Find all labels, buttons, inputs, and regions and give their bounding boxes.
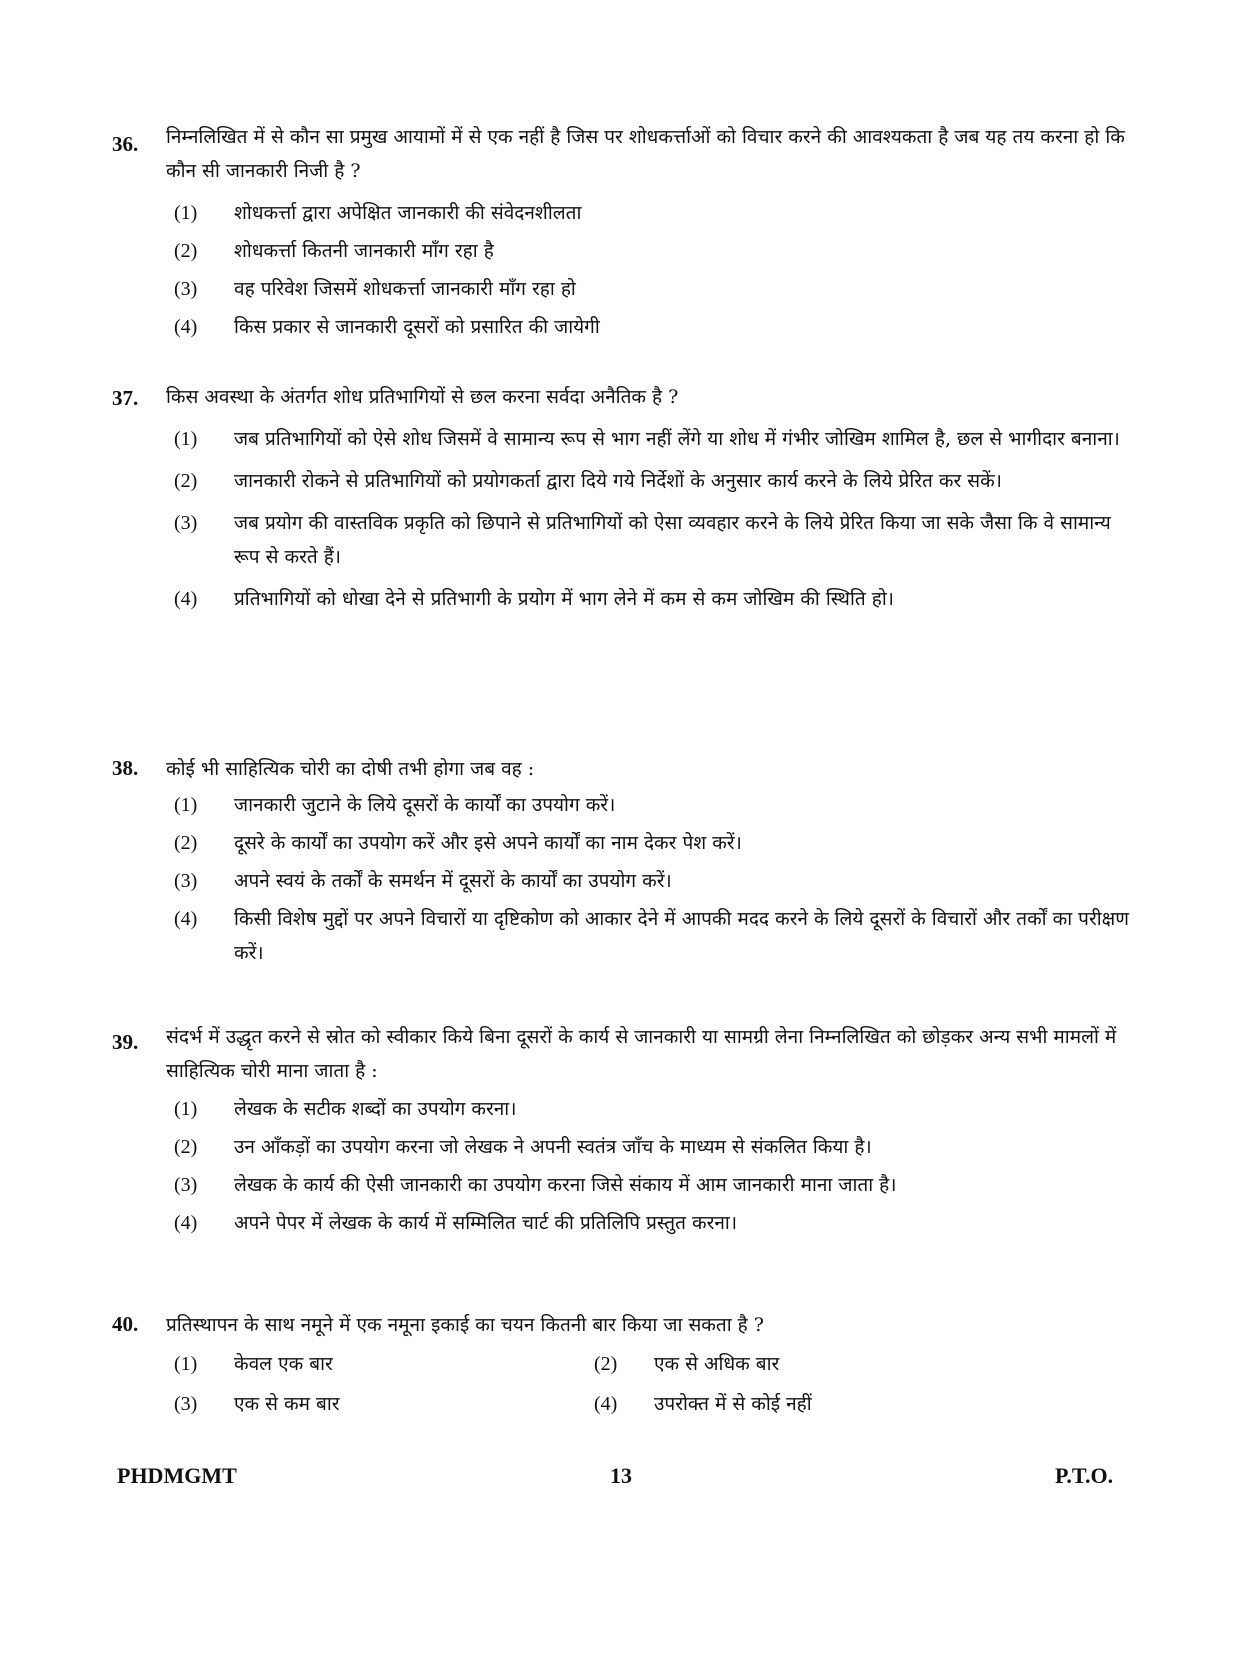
option-text: शोधकर्त्ता कितनी जानकारी माँग रहा है bbox=[234, 240, 494, 262]
question-text: निम्नलिखित में से कौन सा प्रमुख आयामों में से एक नहीं है जिस पर शोधकर्त्ताओं को विचार करने की आवश्यकता है जब यह तय करना हो कि कौन सी जानकारी निजी है ? bbox=[166, 126, 1125, 182]
option-number: (2) bbox=[174, 832, 198, 854]
option-text: जब प्रयोग की वास्तविक प्रकृति को छिपाने से प्रतिभागियों को ऐसा व्यवहार करने के लिये प्रेरित किया जा सके जैसा कि वे सामान्य रूप से करते हैं। bbox=[234, 512, 1111, 568]
option-text: वह परिवेश जिसमें शोधकर्त्ता जानकारी माँग रहा हो bbox=[234, 278, 576, 300]
question-number: 38. bbox=[112, 756, 139, 780]
option-row-2 bbox=[174, 1384, 1132, 1424]
question-number: 39. bbox=[112, 1030, 139, 1054]
option-text: एक से अधिक बार bbox=[654, 1353, 780, 1375]
option-2 bbox=[594, 1344, 1014, 1384]
option-number: (4) bbox=[594, 1393, 618, 1415]
option-1 bbox=[174, 1344, 594, 1384]
option-1 bbox=[174, 422, 1132, 456]
option-number: (3) bbox=[174, 1393, 198, 1415]
option-number: (4) bbox=[174, 316, 198, 338]
paper-code: PHDMGMT bbox=[117, 1463, 237, 1488]
option-text: एक से कम बार bbox=[234, 1393, 340, 1415]
option-3 bbox=[174, 864, 1132, 898]
question-text: कोई भी साहित्यिक चोरी का दोषी तभी होगा जब वह : bbox=[166, 758, 535, 780]
option-1 bbox=[174, 788, 1132, 822]
option-text: जानकारी जुटाने के लिये दूसरों के कार्यों का उपयोग करें। bbox=[234, 794, 616, 816]
option-2 bbox=[174, 826, 1132, 860]
option-text: किस प्रकार से जानकारी दूसरों को प्रसारित की जायेगी bbox=[234, 316, 600, 338]
option-2 bbox=[174, 234, 1132, 268]
option-text: अपने स्वयं के तर्कों के समर्थन में दूसरों के कार्यों का उपयोग करें। bbox=[234, 870, 672, 892]
option-number: (2) bbox=[594, 1353, 618, 1375]
question-text: किस अवस्था के अंतर्गत शोध प्रतिभागियों से छल करना सर्वदा अनैतिक है ? bbox=[166, 386, 679, 408]
option-row-1 bbox=[174, 1344, 1132, 1384]
option-4 bbox=[174, 582, 1132, 616]
option-number: (4) bbox=[174, 908, 198, 930]
option-text: किसी विशेष मुद्दों पर अपने विचारों या दृष्टिकोण को आकार देने में आपकी मदद करने के लिये दूसरों के विचारों और तर्कों का परीक्षण करें। bbox=[234, 908, 1130, 964]
option-number: (3) bbox=[174, 512, 198, 534]
option-number: (1) bbox=[174, 428, 198, 450]
question-36 bbox=[112, 120, 1132, 344]
question-37 bbox=[112, 380, 1132, 616]
question-text: संदर्भ में उद्धृत करने से स्रोत को स्वीकार किये बिना दूसरों के कार्य से जानकारी या सामग्री लेना निम्नलिखित को छोड़कर अन्य सभी मामलों में साहित्यिक चोरी माना जाता है : bbox=[166, 1026, 1117, 1082]
option-4 bbox=[594, 1384, 1014, 1424]
option-3 bbox=[174, 272, 1132, 306]
option-text: जानकारी रोकने से प्रतिभागियों को प्रयोगकर्ता द्वारा दिये गये निर्देशों के अनुसार कार्य करने के लिये प्रेरित कर सकें। bbox=[234, 470, 1002, 492]
question-40 bbox=[112, 1308, 1132, 1424]
question-number: 40. bbox=[112, 1312, 139, 1336]
option-number: (4) bbox=[174, 1212, 198, 1234]
question-38 bbox=[112, 752, 1132, 970]
option-text: लेखक के कार्य की ऐसी जानकारी का उपयोग करना जिसे संकाय में आम जानकारी माना जाता है। bbox=[234, 1174, 897, 1196]
option-text: उन आँकड़ों का उपयोग करना जो लेखक ने अपनी स्वतंत्र जाँच के माध्यम से संकलित किया है। bbox=[234, 1136, 872, 1158]
option-number: (3) bbox=[174, 1174, 198, 1196]
question-number: 37. bbox=[112, 386, 139, 410]
option-number: (1) bbox=[174, 202, 198, 224]
question-text: प्रतिस्थापन के साथ नमूने में एक नमूना इकाई का चयन कितनी बार किया जा सकता है ? bbox=[166, 1314, 764, 1336]
option-number: (2) bbox=[174, 240, 198, 262]
option-number: (1) bbox=[174, 1098, 198, 1120]
question-number: 36. bbox=[112, 132, 139, 156]
option-number: (3) bbox=[174, 278, 198, 300]
option-number: (1) bbox=[174, 1353, 198, 1375]
option-text: जब प्रतिभागियों को ऐसे शोध जिसमें वे सामान्य रूप से भाग नहीं लेंगे या शोध में गंभीर जोखिम शामिल है, छल से भागीदार बनाना। bbox=[234, 428, 1120, 450]
option-text: केवल एक बार bbox=[234, 1353, 333, 1375]
option-text: दूसरे के कार्यों का उपयोग करें और इसे अपने कार्यों का नाम देकर पेश करें। bbox=[234, 832, 742, 854]
option-text: शोधकर्त्ता द्वारा अपेक्षित जानकारी की संवेदनशीलता bbox=[234, 202, 582, 224]
option-3 bbox=[174, 1168, 1132, 1202]
option-number: (4) bbox=[174, 588, 198, 610]
option-2 bbox=[174, 1130, 1132, 1164]
option-4 bbox=[174, 1206, 1132, 1240]
option-4 bbox=[174, 902, 1132, 970]
option-3 bbox=[174, 506, 1132, 574]
option-text: उपरोक्त में से कोई नहीं bbox=[654, 1393, 812, 1415]
option-number: (2) bbox=[174, 470, 198, 492]
option-3 bbox=[174, 1384, 594, 1424]
option-number: (2) bbox=[174, 1136, 198, 1158]
page-number: 13 bbox=[610, 1463, 632, 1488]
option-2 bbox=[174, 464, 1132, 498]
question-39 bbox=[112, 1020, 1132, 1240]
option-text: अपने पेपर में लेखक के कार्य में सम्मिलित चार्ट की प्रतिलिपि प्रस्तुत करना। bbox=[234, 1212, 738, 1234]
option-1 bbox=[174, 196, 1132, 230]
please-turn-over: P.T.O. bbox=[1055, 1463, 1114, 1488]
option-4 bbox=[174, 310, 1132, 344]
option-number: (1) bbox=[174, 794, 198, 816]
option-text: प्रतिभागियों को धोखा देने से प्रतिभागी के प्रयोग में भाग लेने में कम से कम जोखिम की स्थिति हो। bbox=[234, 588, 894, 610]
option-1 bbox=[174, 1092, 1132, 1126]
option-number: (3) bbox=[174, 870, 198, 892]
option-text: लेखक के सटीक शब्दों का उपयोग करना। bbox=[234, 1098, 517, 1120]
